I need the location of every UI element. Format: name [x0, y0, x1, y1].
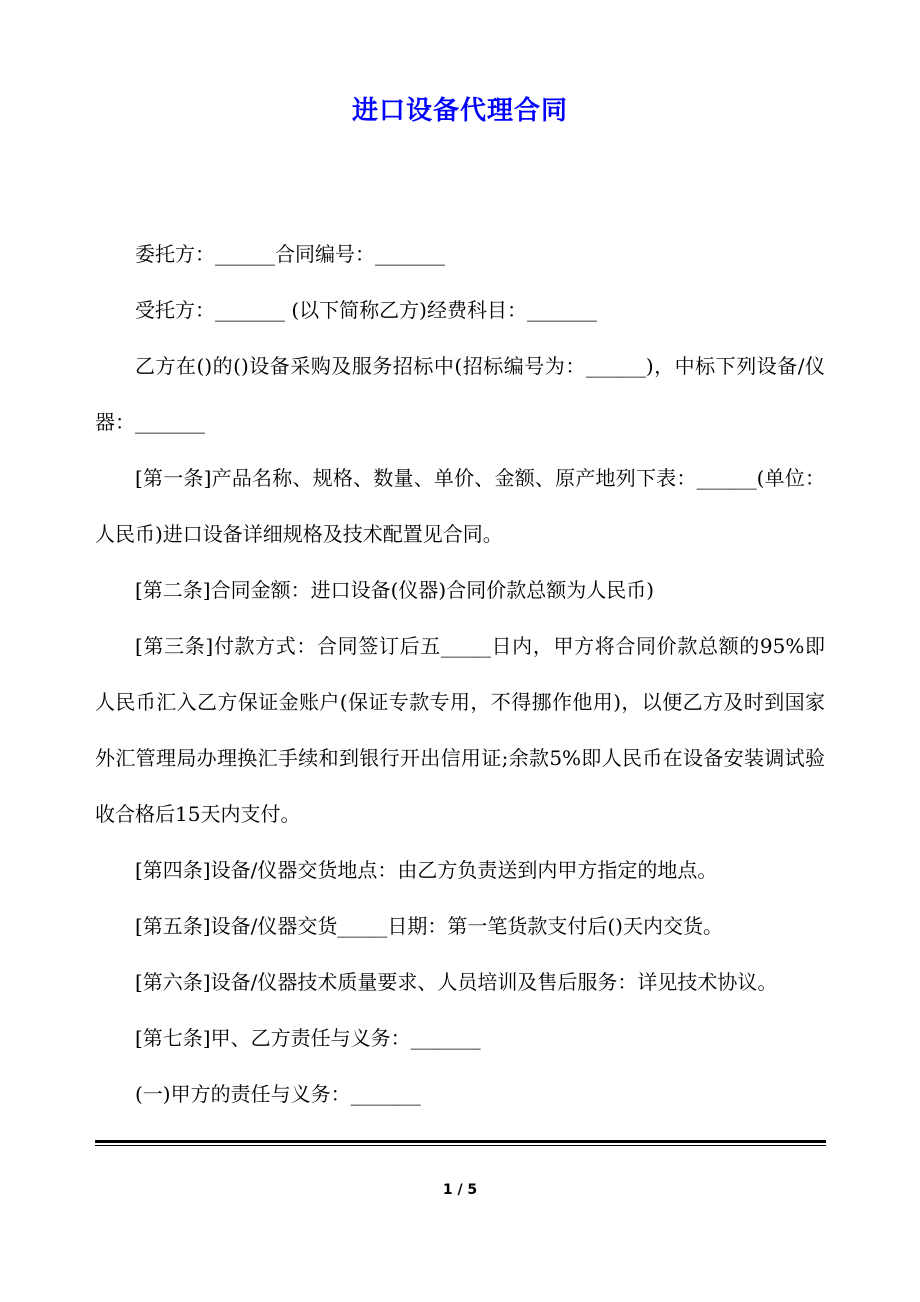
paragraph-article-3: [第三条]付款方式：合同签订后五_____日内，甲方将合同价款总额的95%即人民币汇入乙方保证金账户(保证专款专用，不得挪作他用)，以便乙方及时到国家外汇管理局办理换汇手续和到银行开出信用证;余款5%即人民币在设备安装调试验收合格后15天内支付。 — [95, 634, 825, 826]
paragraph-article-1: [第一条]产品名称、规格、数量、单价、金额、原产地列下表：______(单位：人民币)进口设备详细规格及技术配置见合同。 — [95, 466, 825, 546]
footer-divider-thin — [95, 1145, 826, 1146]
document-title: 进口设备代理合同 — [351, 96, 568, 126]
paragraph-article-6: [第六条]设备/仪器技术质量要求、人员培训及售后服务：详见技术协议。 — [135, 970, 778, 994]
paragraph-article-5: [第五条]设备/仪器交货_____日期：第一笔货款支付后()天内交货。 — [135, 914, 723, 938]
paragraph-agent: 受托方：_______ (以下简称乙方)经费科目：_______ — [135, 298, 597, 322]
paragraph-article-4: [第四条]设备/仪器交货地点：由乙方负责送到内甲方指定的地点。 — [135, 858, 718, 882]
page-number: 1 / 5 — [442, 1182, 478, 1198]
paragraph-principal: 委托方：______合同编号：_______ — [135, 242, 445, 266]
footer-divider-thick — [95, 1140, 826, 1143]
document-body — [95, 226, 825, 1122]
paragraph-bid: 乙方在()的()设备采购及服务招标中(招标编号为：______)，中标下列设备/仪器：_______ — [95, 354, 825, 434]
paragraph-party-a-duties: (一)甲方的责任与义务：_______ — [135, 1082, 421, 1106]
paragraph-article-7: [第七条]甲、乙方责任与义务：_______ — [135, 1026, 481, 1050]
paragraph-article-2: [第二条]合同金额：进口设备(仪器)合同价款总额为人民币) — [135, 578, 655, 602]
